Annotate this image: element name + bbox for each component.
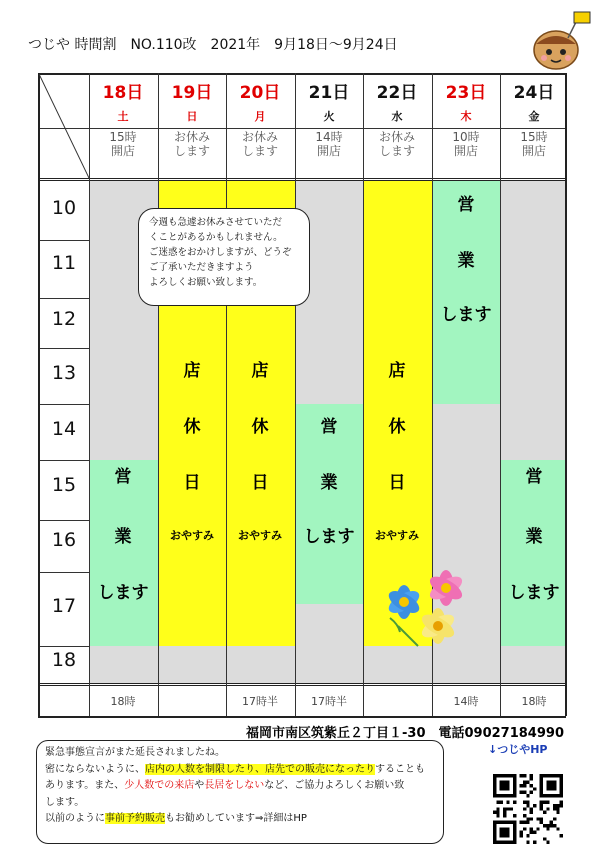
bubble-line: ご了承いただきますよう: [149, 262, 254, 273]
day-open-note: 10時 開店: [452, 130, 480, 158]
day-close-time: 18時: [110, 695, 136, 708]
open-label: 営: [525, 467, 543, 487]
open-label: 営: [320, 417, 338, 437]
notice-text: や: [194, 780, 205, 791]
day-date: 19日: [171, 83, 213, 103]
cosmos-flowers-image: [378, 566, 478, 650]
day-open-note: お休み します: [241, 130, 278, 158]
cell-none: [296, 604, 363, 683]
closed-label: 日: [388, 473, 406, 493]
bubble-line: ご迷惑をおかけしますが、どうぞ: [149, 247, 292, 258]
open-label: 営: [114, 467, 132, 487]
cell-none: [501, 180, 566, 460]
row-line: [38, 404, 89, 405]
notice-text: など、ご協力よろしくお願い致: [264, 780, 405, 791]
notice-box: [36, 740, 444, 844]
hour-label: 17: [51, 595, 77, 617]
day-date: 22日: [376, 83, 418, 103]
closed-label: おやすみ: [238, 529, 282, 542]
bubble-line: よろしくお願い致します。: [149, 277, 263, 288]
notice-line-2: [45, 762, 435, 779]
day-open-note: 15時 開店: [109, 130, 137, 158]
closed-label: 店: [388, 361, 406, 381]
qr-code-image[interactable]: [493, 774, 563, 844]
open-label: 業: [114, 527, 132, 547]
day-date: 23日: [445, 83, 487, 103]
day-date: 20日: [239, 83, 281, 103]
notice-emphasis: 長居をしない: [204, 780, 265, 791]
open-label: 業: [457, 251, 475, 271]
notice-text: することも: [375, 763, 425, 775]
row-line: [38, 298, 89, 299]
row-line: [38, 240, 89, 241]
cell-none: [501, 646, 566, 683]
row-line: [38, 572, 89, 573]
notice-line-3: [45, 778, 435, 795]
row-line: [38, 460, 89, 461]
day-close-time: 17時半: [311, 695, 347, 708]
open-label: 業: [320, 473, 338, 493]
notice-text: あります。また、: [45, 780, 125, 791]
closed-label: おやすみ: [170, 529, 214, 542]
closed-label: 休: [388, 417, 406, 437]
notice-line-5: [45, 811, 435, 828]
day-close-time: 18時: [521, 695, 547, 708]
hour-label: 15: [51, 474, 77, 496]
day-open-note: お休み します: [173, 130, 210, 158]
bubble-line: 今週も急遽お休みさせていただ: [149, 217, 283, 228]
hour-label: 16: [51, 529, 77, 551]
day-close-time: 17時半: [242, 695, 278, 708]
notice-text: 密にならないように、: [45, 763, 145, 775]
day-date: 18日: [102, 83, 144, 103]
notice-highlight: 店内の人数を制限したり、店先での販売になったり: [145, 763, 375, 775]
shop-address-phone: 福岡市南区筑紫丘２丁目１-30 電話09027184990: [246, 726, 564, 741]
closed-label: 店: [183, 361, 201, 381]
row-line: [38, 646, 89, 647]
day-weekday: 水: [391, 110, 403, 123]
hour-label: 12: [51, 308, 77, 330]
open-label: します: [508, 583, 560, 603]
day-open-note: 14時 開店: [315, 130, 343, 158]
day-weekday: 金: [528, 110, 540, 123]
day-open-note: お休み します: [378, 130, 415, 158]
day-weekday: 木: [460, 110, 472, 123]
cell-open: [501, 460, 566, 646]
cell-none: [227, 646, 295, 683]
notice-line-1: 緊急事態宣言がまた延長されましたね。: [45, 747, 225, 758]
day-weekday: 月: [254, 110, 266, 123]
closed-label: 休: [183, 417, 201, 437]
header-diagonal: [39, 74, 89, 178]
hour-label: 11: [51, 252, 77, 274]
notice-bubble: [138, 208, 310, 306]
closed-label: 日: [251, 473, 269, 493]
closed-label: おやすみ: [375, 529, 419, 542]
notice-highlight: 事前予約販売: [105, 813, 165, 824]
notice-text: 以前のように: [45, 813, 105, 824]
row-line: [38, 520, 89, 521]
closed-label: 休: [251, 417, 269, 437]
hour-label: 18: [51, 649, 77, 671]
day-date: 24日: [513, 83, 555, 103]
open-label: 営: [457, 195, 475, 215]
open-label: します: [440, 305, 492, 325]
day-close-time: 14時: [453, 695, 479, 708]
homepage-link[interactable]: ↓つじやHP: [488, 743, 548, 756]
open-label: 業: [525, 527, 543, 547]
day-weekday: 日: [186, 110, 198, 123]
notice-emphasis: 少人数での来店: [124, 780, 195, 791]
cell-none: [159, 646, 226, 683]
row-line: [38, 348, 89, 349]
day-weekday: 火: [323, 110, 335, 123]
takoyaki-mascot-icon: [522, 8, 592, 72]
cell-none: [364, 646, 432, 683]
open-label: します: [303, 527, 355, 547]
hour-label: 10: [51, 197, 77, 219]
day-weekday: 土: [117, 110, 129, 123]
notice-line-4: します。: [45, 796, 85, 808]
cell-open: [90, 460, 158, 646]
hour-label: 13: [51, 362, 77, 384]
day-date: 21日: [308, 83, 350, 103]
day-open-note: 15時 開店: [520, 130, 548, 158]
closed-label: 店: [251, 361, 269, 381]
closed-label: 日: [183, 473, 201, 493]
hour-label: 14: [51, 418, 77, 440]
page-title: つじや 時間割 NO.110改 2021年 9月18日～9月24日: [28, 37, 398, 53]
bubble-line: くことがあるかもしれません。: [149, 232, 283, 243]
notice-text: もお勧めしています⇒詳細はHP: [165, 813, 307, 824]
open-label: します: [97, 583, 149, 603]
cell-none: [90, 646, 158, 683]
